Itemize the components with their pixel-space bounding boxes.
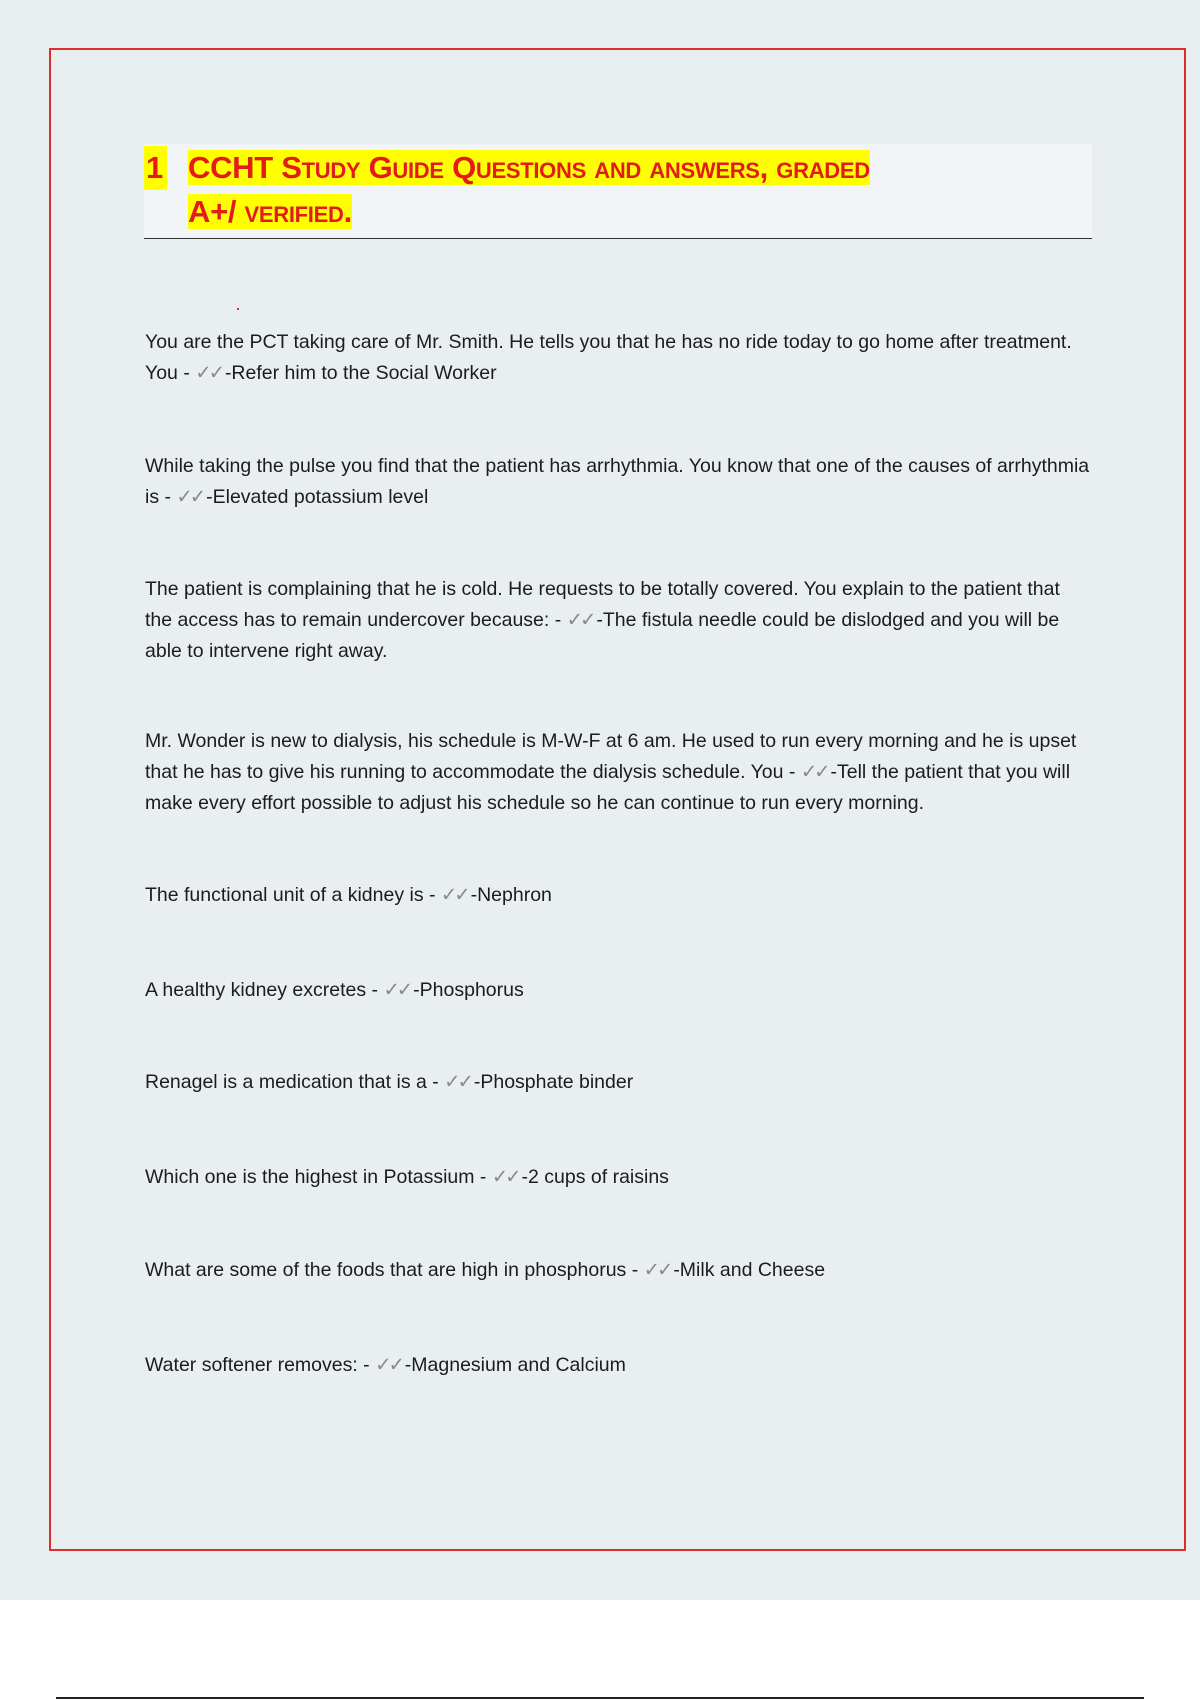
question-text: While taking the pulse you find that the patient has arrhythmia. You know that one of the causes of arrhythmia is - (145, 455, 1090, 508)
question-text: A healthy kidney excretes - (145, 979, 384, 1001)
answer-text: -Nephron (470, 884, 552, 906)
heading-number: 1 (144, 146, 167, 190)
page-title (188, 146, 1088, 234)
check-icon: ✓✓ (491, 1166, 519, 1188)
qa-item (145, 327, 1090, 389)
question-text: The patient is complaining that he is cold. He requests to be totally covered. You explain to the patient that the access has to remain undercover because: - (145, 578, 1060, 631)
qa-item (145, 451, 1090, 513)
answer-text: -Phosphorus (413, 979, 524, 1001)
check-icon: ✓✓ (566, 609, 594, 631)
answer-text: -Magnesium and Calcium (404, 1354, 626, 1376)
answer-text: -2 cups of raisins (521, 1166, 669, 1188)
check-icon: ✓✓ (375, 1354, 402, 1376)
title-line-1: CCHT Study Guide Questions and answers, graded (188, 150, 870, 185)
stray-mark (237, 308, 239, 310)
check-icon: ✓✓ (195, 362, 222, 384)
check-icon: ✓✓ (440, 884, 468, 906)
answer-text: -Refer him to the Social Worker (224, 362, 497, 384)
answer-text: -Elevated potassium level (206, 486, 429, 508)
question-text: The functional unit of a kidney is - (145, 884, 441, 906)
qa-item (145, 574, 1090, 667)
title-line-2: A+/ verified. (188, 194, 352, 229)
qa-item (145, 726, 1090, 819)
check-icon: ✓✓ (444, 1071, 471, 1093)
answer-text: -Phosphate binder (473, 1071, 634, 1093)
check-icon: ✓✓ (800, 761, 828, 783)
qa-item (145, 975, 1090, 1006)
qa-item (145, 1162, 1090, 1193)
question-text: Which one is the highest in Potassium - (145, 1166, 492, 1188)
question-text: You are the PCT taking care of Mr. Smith. He tells you that he has no ride today to go home after treatment. You - (145, 331, 1072, 384)
question-text: Renagel is a medication that is a - (145, 1071, 445, 1093)
check-icon: ✓✓ (383, 979, 411, 1001)
qa-item (145, 1255, 1090, 1286)
qa-item (145, 1350, 1090, 1381)
answer-text: -The fistula needle could be dislodged and you will be able to intervene right away. (145, 609, 1060, 662)
qa-item (145, 1067, 1090, 1098)
qa-item (145, 880, 1090, 911)
check-icon: ✓✓ (643, 1259, 671, 1281)
answer-text: -Milk and Cheese (673, 1259, 826, 1281)
question-text: Mr. Wonder is new to dialysis, his schedule is M-W-F at 6 am. He used to run every morning and he is upset that he has to give his running to accommodate the dialysis schedule. You - (145, 730, 1077, 783)
question-text: What are some of the foods that are high in phosphorus - (145, 1259, 644, 1281)
question-text: Water softener removes: - (145, 1354, 376, 1376)
bottom-divider (56, 1697, 1144, 1699)
check-icon: ✓✓ (176, 486, 204, 508)
answer-text: -Tell the patient that you will make every effort possible to adjust his schedule so he can continue to run every morning. (145, 761, 1071, 814)
